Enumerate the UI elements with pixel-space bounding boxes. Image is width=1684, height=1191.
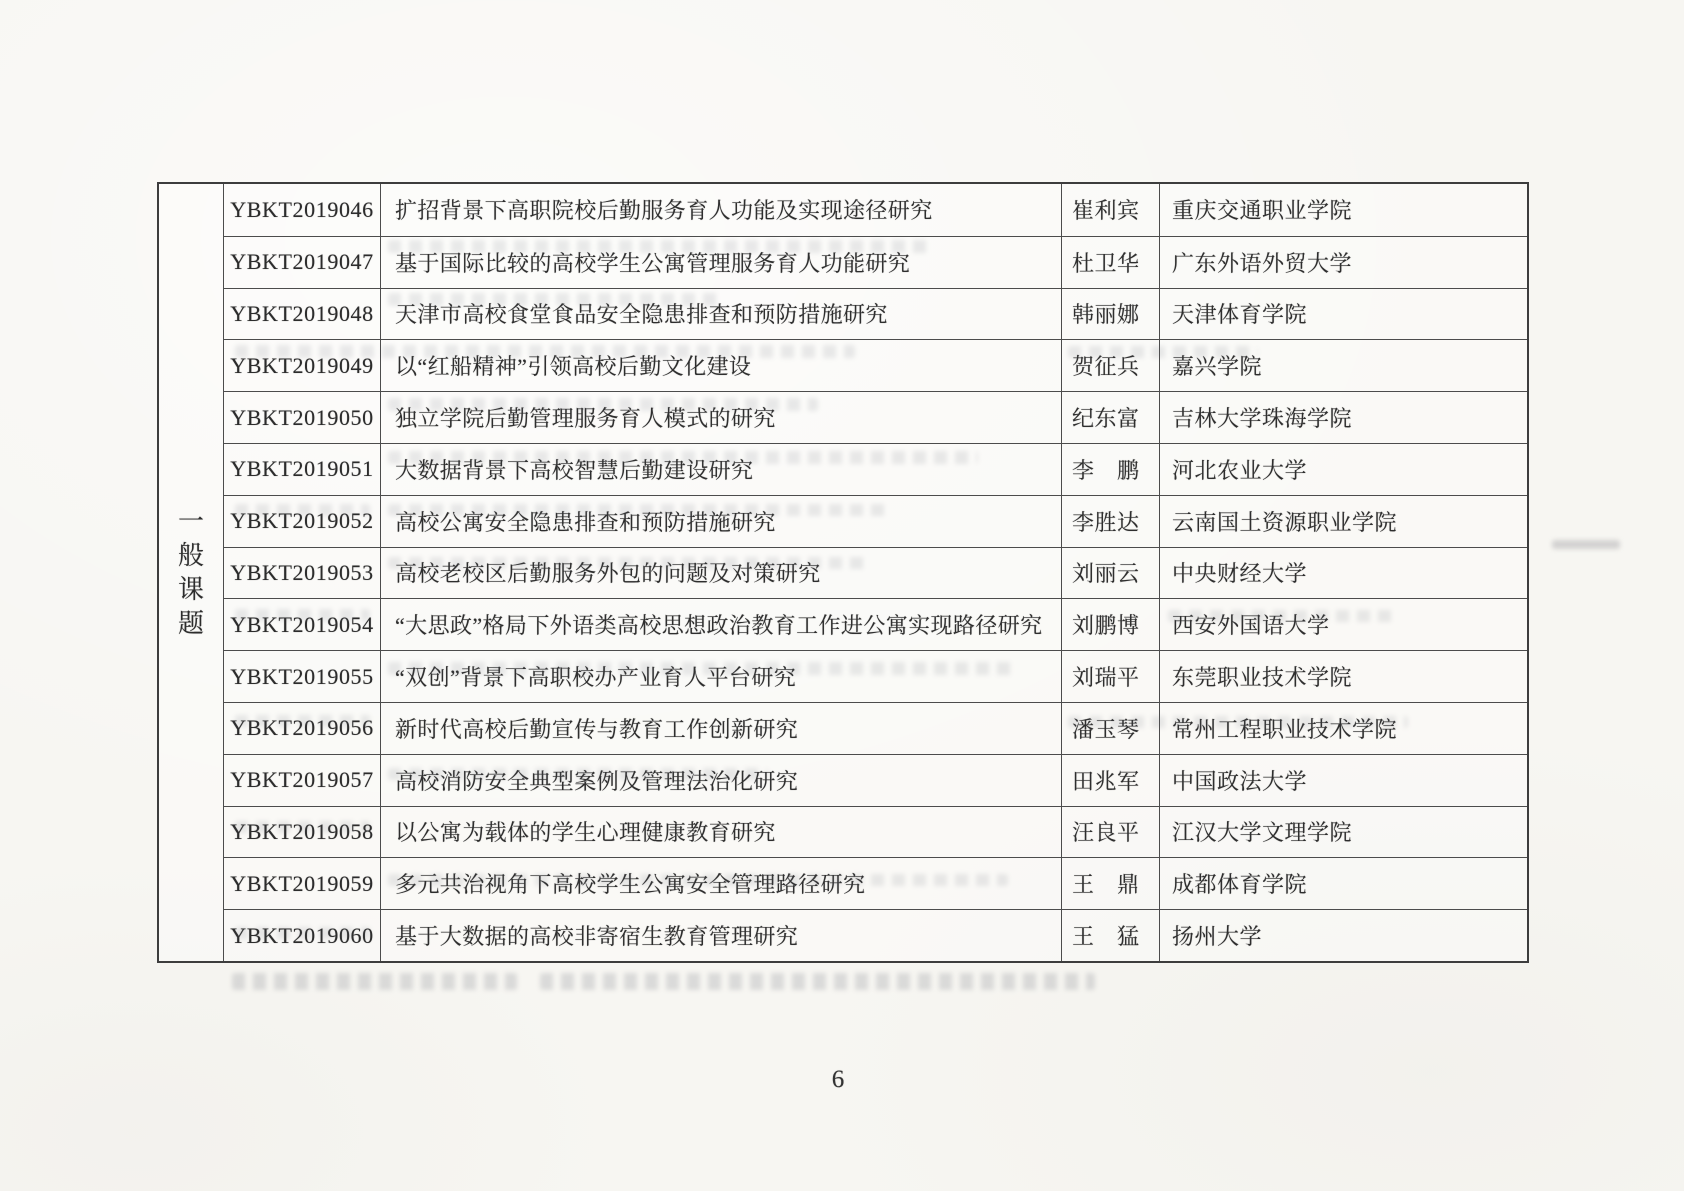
table-row (224, 547, 1527, 599)
project-approval-table (157, 182, 1529, 963)
project-title: 以“红船精神”引领高校后勤文化建设 (380, 340, 1061, 391)
project-leader: 韩丽娜 (1061, 289, 1159, 340)
project-title: 高校老校区后勤服务外包的问题及对策研究 (380, 548, 1061, 599)
project-code: YBKT2019058 (230, 818, 374, 844)
project-institution: 云南国土资源职业学院 (1159, 496, 1527, 547)
project-institution: 重庆交通职业学院 (1159, 184, 1527, 236)
project-title: 扩招背景下高职院校后勤服务育人功能及实现途径研究 (380, 184, 1061, 236)
project-code: YBKT2019048 (230, 300, 374, 326)
project-institution: 中国政法大学 (1159, 755, 1527, 806)
table-row (224, 288, 1527, 340)
project-title: 基于国际比较的高校学生公寓管理服务育人功能研究 (380, 237, 1061, 288)
bleed-through-artifact (232, 973, 517, 990)
project-code: YBKT2019059 (230, 870, 374, 896)
project-title: 大数据背景下高校智慧后勤建设研究 (380, 444, 1061, 495)
project-leader: 李胜达 (1061, 496, 1159, 547)
project-institution: 广东外语外贸大学 (1159, 237, 1527, 288)
project-code: YBKT2019051 (230, 456, 374, 482)
project-code: YBKT2019060 (230, 922, 374, 948)
project-code: YBKT2019050 (230, 404, 374, 430)
project-leader: 刘瑞平 (1061, 651, 1159, 702)
project-institution: 成都体育学院 (1159, 858, 1527, 909)
project-leader: 田兆军 (1061, 755, 1159, 806)
project-title: “双创”背景下高职校办产业育人平台研究 (380, 651, 1061, 702)
project-title: 天津市高校食堂食品安全隐患排查和预防措施研究 (380, 289, 1061, 340)
project-leader: 王 猛 (1061, 910, 1159, 961)
table-row (224, 443, 1527, 495)
project-leader: 刘丽云 (1061, 548, 1159, 599)
page-number: 6 (831, 1066, 845, 1093)
table-row (224, 184, 1527, 236)
table-row (224, 391, 1527, 443)
project-title: 高校公寓安全隐患排查和预防措施研究 (380, 496, 1061, 547)
project-leader: 纪东富 (1061, 392, 1159, 443)
project-code: YBKT2019057 (230, 767, 374, 793)
table-body (224, 184, 1527, 961)
bleed-through-artifact (540, 973, 1095, 990)
project-title: “大思政”格局下外语类高校思想政治教育工作进公寓实现路径研究 (380, 599, 1061, 650)
project-title: 独立学院后勤管理服务育人模式的研究 (380, 392, 1061, 443)
project-leader: 汪良平 (1061, 807, 1159, 858)
project-code: YBKT2019054 (230, 611, 374, 637)
table-row (224, 702, 1527, 754)
table-row (224, 236, 1527, 288)
table-row (224, 339, 1527, 391)
table-row (224, 754, 1527, 806)
project-institution: 中央财经大学 (1159, 548, 1527, 599)
project-institution: 常州工程职业技术学院 (1159, 703, 1527, 754)
category-cell (159, 184, 224, 961)
margin-smudge-artifact (1552, 540, 1620, 549)
project-code: YBKT2019049 (230, 352, 374, 378)
project-institution: 天津体育学院 (1159, 289, 1527, 340)
project-title: 高校消防安全典型案例及管理法治化研究 (380, 755, 1061, 806)
project-code: YBKT2019046 (230, 196, 374, 222)
category-label: 一般课题 (177, 506, 204, 638)
project-leader: 潘玉琴 (1061, 703, 1159, 754)
table-row (224, 909, 1527, 961)
table-row (224, 806, 1527, 858)
project-institution: 吉林大学珠海学院 (1159, 392, 1527, 443)
table-row (224, 650, 1527, 702)
project-code: YBKT2019056 (230, 715, 374, 741)
project-institution: 扬州大学 (1159, 910, 1527, 961)
project-code: YBKT2019053 (230, 559, 374, 585)
project-institution: 江汉大学文理学院 (1159, 807, 1527, 858)
project-leader: 杜卫华 (1061, 237, 1159, 288)
table-row (224, 495, 1527, 547)
project-institution: 嘉兴学院 (1159, 340, 1527, 391)
project-leader: 贺征兵 (1061, 340, 1159, 391)
project-code: YBKT2019052 (230, 508, 374, 534)
project-title: 多元共治视角下高校学生公寓安全管理路径研究 (380, 858, 1061, 909)
project-title: 新时代高校后勤宣传与教育工作创新研究 (380, 703, 1061, 754)
project-title: 基于大数据的高校非寄宿生教育管理研究 (380, 910, 1061, 961)
project-leader: 刘鹏博 (1061, 599, 1159, 650)
project-institution: 河北农业大学 (1159, 444, 1527, 495)
project-title: 以公寓为载体的学生心理健康教育研究 (380, 807, 1061, 858)
project-leader: 王 鼎 (1061, 858, 1159, 909)
table-row (224, 598, 1527, 650)
project-code: YBKT2019055 (230, 663, 374, 689)
project-institution: 东莞职业技术学院 (1159, 651, 1527, 702)
table-row (224, 857, 1527, 909)
project-leader: 崔利宾 (1061, 184, 1159, 236)
project-code: YBKT2019047 (230, 249, 374, 275)
project-institution: 西安外国语大学 (1159, 599, 1527, 650)
project-leader: 李 鹏 (1061, 444, 1159, 495)
